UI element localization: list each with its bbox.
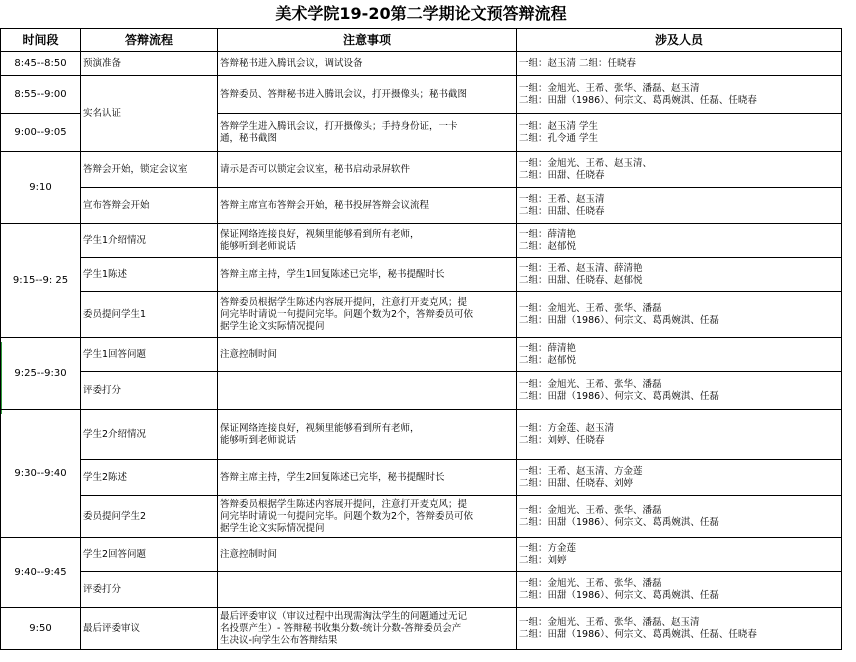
process-cell: 评委打分 <box>81 372 218 410</box>
process-cell: 最后评委审议 <box>81 608 218 650</box>
process-cell: 学生2介绍情况 <box>81 410 218 460</box>
note-line: 注意控制时间 <box>220 348 278 360</box>
people-line: 一组：金旭光、王希、张华、潘磊 <box>519 378 662 390</box>
note-cell <box>218 224 517 258</box>
people-cell <box>517 152 842 188</box>
note-line: 通，秘书截图 <box>220 132 278 144</box>
people-line: 二组：田甜（1986）、何宗文、葛禹婉淇、任磊 <box>519 314 719 326</box>
table-row <box>1 224 842 258</box>
table-row <box>1 338 842 372</box>
note-line: 答辩主席宣布答辩会开始，秘书投屏答辩会议流程 <box>220 199 430 211</box>
people-cell <box>517 76 842 114</box>
table-row <box>1 152 842 188</box>
note-cell <box>218 188 517 224</box>
people-cell <box>517 224 842 258</box>
note-line: 注意控制时间 <box>220 548 278 560</box>
page-title: 美术学院19-20第二学期论文预答辩流程 <box>1 0 842 29</box>
process-cell: 答辩会开始，锁定会议室 <box>81 152 218 188</box>
table-row <box>1 496 842 538</box>
note-cell <box>218 372 517 410</box>
time-cell: 9:50 <box>1 608 81 650</box>
header-time: 时间段 <box>1 29 81 52</box>
note-cell <box>218 258 517 292</box>
note-line: 能够听到老师说话 <box>220 434 297 446</box>
people-line: 一组：赵玉清 学生 <box>519 120 599 132</box>
process-cell: 预演准备 <box>81 52 218 76</box>
header-process: 答辩流程 <box>81 29 218 52</box>
time-cell: 8:45--8:50 <box>1 52 81 76</box>
process-cell: 实名认证 <box>81 76 218 152</box>
people-line: 二组：赵郁悦 <box>519 240 577 252</box>
note-line: 保证网络连接良好，视频里能够看到所有老师， <box>220 228 420 240</box>
note-line: 答辩秘书进入腾讯会议，调试设备 <box>220 57 363 69</box>
people-cell <box>517 292 842 338</box>
note-cell <box>218 572 517 608</box>
note-line: 答辩学生进入腾讯会议，打开摄像头；手持身份证，一卡 <box>220 120 458 132</box>
people-line: 一组：金旭光、王希、赵玉清、 <box>519 157 653 169</box>
table-row <box>1 460 842 496</box>
note-line: 问完毕时请说一句提问完毕。问题个数为2个，答辩委员可依 <box>220 510 474 522</box>
people-cell <box>517 572 842 608</box>
people-line: 一组：金旭光、王希、张华、潘磊、赵玉清 <box>519 82 700 94</box>
people-line: 一组：赵玉清 二组：任晓春 <box>519 57 637 69</box>
people-line: 二组：刘婷、任晓春 <box>519 434 605 446</box>
people-line: 一组：王希、赵玉清、方金莲 <box>519 465 643 477</box>
people-line: 一组：方金莲、赵玉清 <box>519 422 615 434</box>
people-line: 一组：方金莲 <box>519 542 577 554</box>
process-cell: 学生1陈述 <box>81 258 218 292</box>
process-cell: 学生1回答问题 <box>81 338 218 372</box>
people-line: 二组：孔令通 学生 <box>519 132 599 144</box>
people-line: 一组：薛清艳 <box>519 228 577 240</box>
note-line: 据学生论文实际情况提问 <box>220 320 325 332</box>
note-line: 生决议-向学生公布答辩结果 <box>220 634 338 646</box>
people-cell <box>517 410 842 460</box>
table-row <box>1 76 842 114</box>
note-cell <box>218 608 517 650</box>
note-line: 据学生论文实际情况提问 <box>220 522 325 534</box>
note-cell <box>218 496 517 538</box>
people-line: 二组：田甜、任晓春 <box>519 169 605 181</box>
table-row <box>1 608 842 650</box>
header-notes: 注意事项 <box>218 29 517 52</box>
table-row <box>1 572 842 608</box>
table-row <box>1 538 842 572</box>
people-cell <box>517 52 842 76</box>
table-row <box>1 52 842 76</box>
time-cell: 9:00--9:05 <box>1 114 81 152</box>
note-line: 答辩主席主持，学生2回复陈述已完毕，秘书提醒时长 <box>220 471 445 483</box>
people-line: 一组：金旭光、王希、张华、潘磊 <box>519 302 662 314</box>
people-line: 二组：赵郁悦 <box>519 354 577 366</box>
process-cell: 委员提问学生2 <box>81 496 218 538</box>
people-line: 二组：田甜、任晓春、赵郁悦 <box>519 274 643 286</box>
note-line: 能够听到老师说话 <box>220 240 297 252</box>
note-cell <box>218 52 517 76</box>
people-cell <box>517 188 842 224</box>
people-line: 一组：金旭光、王希、张华、潘磊 <box>519 577 662 589</box>
note-line: 答辩委员根据学生陈述内容展开提问，注意打开麦克风；提 <box>220 498 468 510</box>
time-cell: 9:40--9:45 <box>1 538 81 608</box>
people-cell <box>517 114 842 152</box>
header-row <box>1 29 842 52</box>
process-cell: 学生2陈述 <box>81 460 218 496</box>
people-line: 一组：金旭光、王希、张华、潘磊、赵玉清 <box>519 616 700 628</box>
note-cell <box>218 338 517 372</box>
header-people: 涉及人员 <box>517 29 842 52</box>
process-cell: 委员提问学生1 <box>81 292 218 338</box>
people-cell <box>517 608 842 650</box>
people-line: 二组：田甜、任晓春、刘婷 <box>519 477 634 489</box>
note-cell <box>218 538 517 572</box>
people-cell <box>517 372 842 410</box>
time-cell: 9:25--9:30 <box>1 338 81 410</box>
time-cell: 9:30--9:40 <box>1 410 81 538</box>
process-cell: 学生1介绍情况 <box>81 224 218 258</box>
note-cell <box>218 152 517 188</box>
people-cell <box>517 460 842 496</box>
note-cell <box>218 76 517 114</box>
note-line: 保证网络连接良好，视频里能够看到所有老师， <box>220 422 420 434</box>
time-cell: 9:10 <box>1 152 81 224</box>
time-cell: 9:15--9: 25 <box>1 224 81 338</box>
people-cell <box>517 258 842 292</box>
process-cell: 评委打分 <box>81 572 218 608</box>
people-line: 二组：田甜（1986）、何宗文、葛禹婉淇、任磊、任晓春 <box>519 628 757 640</box>
people-cell <box>517 538 842 572</box>
note-line: 答辩主席主持，学生1回复陈述已完毕，秘书提醒时长 <box>220 268 445 280</box>
table-row <box>1 292 842 338</box>
table-row <box>1 372 842 410</box>
time-cell: 8:55--9:00 <box>1 76 81 114</box>
note-line: 最后评委审议（审议过程中出现需淘汰学生的问题通过无记 <box>220 610 468 622</box>
people-line: 一组：金旭光、王希、张华、潘磊 <box>519 504 662 516</box>
note-line: 名投票产生）- 答辩秘书收集分数-统计分数-答辩委员会产 <box>220 622 462 634</box>
table-row <box>1 188 842 224</box>
people-line: 一组：王希、赵玉清、薛清艳 <box>519 262 643 274</box>
people-line: 二组：田甜（1986）、何宗文、葛禹婉淇、任磊、任晓春 <box>519 94 757 106</box>
people-line: 二组：田甜（1986）、何宗文、葛禹婉淇、任磊 <box>519 390 719 402</box>
note-cell <box>218 410 517 460</box>
people-line: 二组：刘婷 <box>519 554 567 566</box>
table-row <box>1 410 842 460</box>
people-line: 二组：田甜（1986）、何宗文、葛禹婉淇、任磊 <box>519 516 719 528</box>
people-line: 一组：薛清艳 <box>519 342 577 354</box>
process-cell: 学生2回答问题 <box>81 538 218 572</box>
note-line: 问完毕时请说一句提问完毕。问题个数为2个，答辩委员可依 <box>220 308 474 320</box>
note-line: 答辩委员、答辩秘书进入腾讯会议，打开摄像头；秘书截图 <box>220 88 468 100</box>
note-cell <box>218 114 517 152</box>
people-cell <box>517 496 842 538</box>
note-cell <box>218 460 517 496</box>
people-line: 一组：王希、赵玉清 <box>519 193 605 205</box>
people-cell <box>517 338 842 372</box>
people-line: 二组：田甜、任晓春 <box>519 205 605 217</box>
table-row <box>1 258 842 292</box>
note-cell <box>218 292 517 338</box>
process-cell: 宣布答辩会开始 <box>81 188 218 224</box>
note-line: 答辩委员根据学生陈述内容展开提问，注意打开麦克风；提 <box>220 296 468 308</box>
people-line: 二组：田甜（1986）、何宗文、葛禹婉淇、任磊 <box>519 589 719 601</box>
note-line: 请示是否可以锁定会议室，秘书启动录屏软件 <box>220 163 411 175</box>
